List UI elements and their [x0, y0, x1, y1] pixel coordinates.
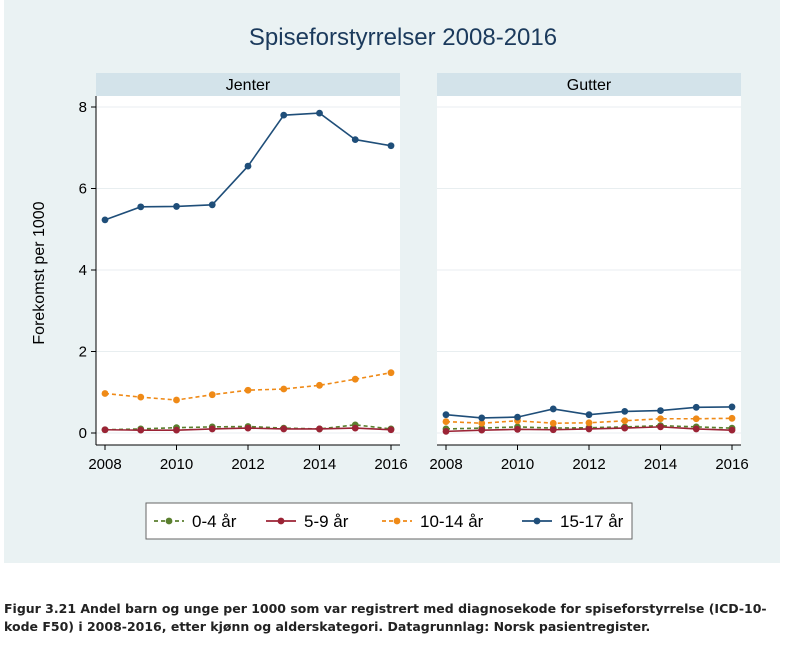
data-point	[137, 394, 144, 401]
data-point	[621, 425, 628, 432]
legend-marker	[394, 518, 401, 525]
data-point	[657, 407, 664, 414]
y-tick-label: 6	[78, 180, 87, 198]
data-point	[388, 426, 395, 433]
legend-marker	[166, 518, 173, 525]
x-tick-label: 2010	[500, 456, 535, 473]
data-point	[657, 415, 664, 422]
x-tick-label: 2008	[88, 456, 122, 473]
panel-label: Gutter	[566, 77, 612, 94]
data-point	[209, 391, 216, 398]
x-tick-label: 2014	[302, 456, 337, 473]
x-tick-label: 2008	[429, 456, 463, 473]
data-point	[245, 425, 252, 432]
data-point	[352, 136, 359, 143]
chart-title: Spiseforstyrrelser 2008-2016	[248, 24, 558, 51]
data-point	[657, 423, 664, 430]
x-tick-label: 2016	[374, 456, 408, 473]
data-point	[280, 426, 287, 433]
legend	[146, 503, 632, 539]
legend-marker	[278, 518, 285, 525]
data-point	[209, 426, 216, 433]
data-point	[693, 426, 700, 433]
data-point	[137, 203, 144, 210]
data-point	[478, 415, 485, 422]
data-point	[316, 110, 323, 117]
legend-label: 5-9 år	[304, 512, 349, 531]
data-point	[102, 390, 109, 397]
x-tick-label: 2010	[159, 456, 194, 473]
data-point	[514, 414, 521, 421]
y-axis-label: Forekomst per 1000	[31, 201, 48, 345]
panel-label: Jenter	[225, 77, 271, 94]
data-point	[388, 142, 395, 149]
data-point	[443, 428, 450, 435]
data-point	[316, 382, 323, 389]
data-point	[550, 426, 557, 433]
data-point	[316, 426, 323, 433]
data-point	[693, 404, 700, 411]
data-point	[729, 427, 736, 434]
data-point	[137, 427, 144, 434]
data-point	[388, 369, 395, 376]
data-point	[586, 426, 593, 433]
legend-label: 10-14 år	[420, 512, 484, 531]
data-point	[443, 411, 450, 418]
data-point	[173, 203, 180, 210]
y-tick-label: 0	[78, 425, 87, 442]
data-point	[693, 415, 700, 422]
data-point	[102, 426, 109, 433]
data-point	[586, 411, 593, 418]
data-point	[352, 376, 359, 383]
data-point	[478, 427, 485, 434]
data-point	[729, 415, 736, 422]
data-point	[621, 408, 628, 415]
x-tick-label: 2012	[231, 456, 265, 473]
data-point	[173, 427, 180, 434]
y-tick-label: 4	[78, 262, 87, 279]
legend-marker	[534, 518, 541, 525]
data-point	[443, 418, 450, 425]
x-tick-label: 2016	[715, 456, 749, 473]
y-tick-label: 8	[78, 99, 87, 116]
data-point	[280, 386, 287, 393]
data-point	[209, 201, 216, 208]
data-point	[352, 425, 359, 432]
y-tick-label: 2	[78, 343, 87, 361]
x-tick-label: 2012	[572, 456, 606, 473]
caption-line-2: kode F50) i 2008-2016, etter kjønn og alderskategori. Datagrunnlag: Norsk pasientregister.	[4, 619, 651, 634]
data-point	[245, 387, 252, 394]
x-tick-label: 2014	[643, 456, 678, 473]
data-point	[245, 163, 252, 170]
data-point	[586, 419, 593, 426]
data-point	[621, 417, 628, 424]
data-point	[102, 216, 109, 223]
legend-label: 0-4 år	[192, 512, 237, 531]
data-point	[550, 420, 557, 427]
figure-caption	[4, 600, 810, 636]
legend-label: 15-17 år	[560, 512, 624, 531]
data-point	[280, 112, 287, 119]
data-point	[729, 404, 736, 411]
data-point	[550, 406, 557, 413]
data-point	[514, 426, 521, 433]
caption-line-1: Figur 3.21 Andel barn og unge per 1000 som var registrert med diagnosekode for spiseforstyrrelse (ICD-10-	[4, 601, 767, 616]
data-point	[173, 397, 180, 404]
